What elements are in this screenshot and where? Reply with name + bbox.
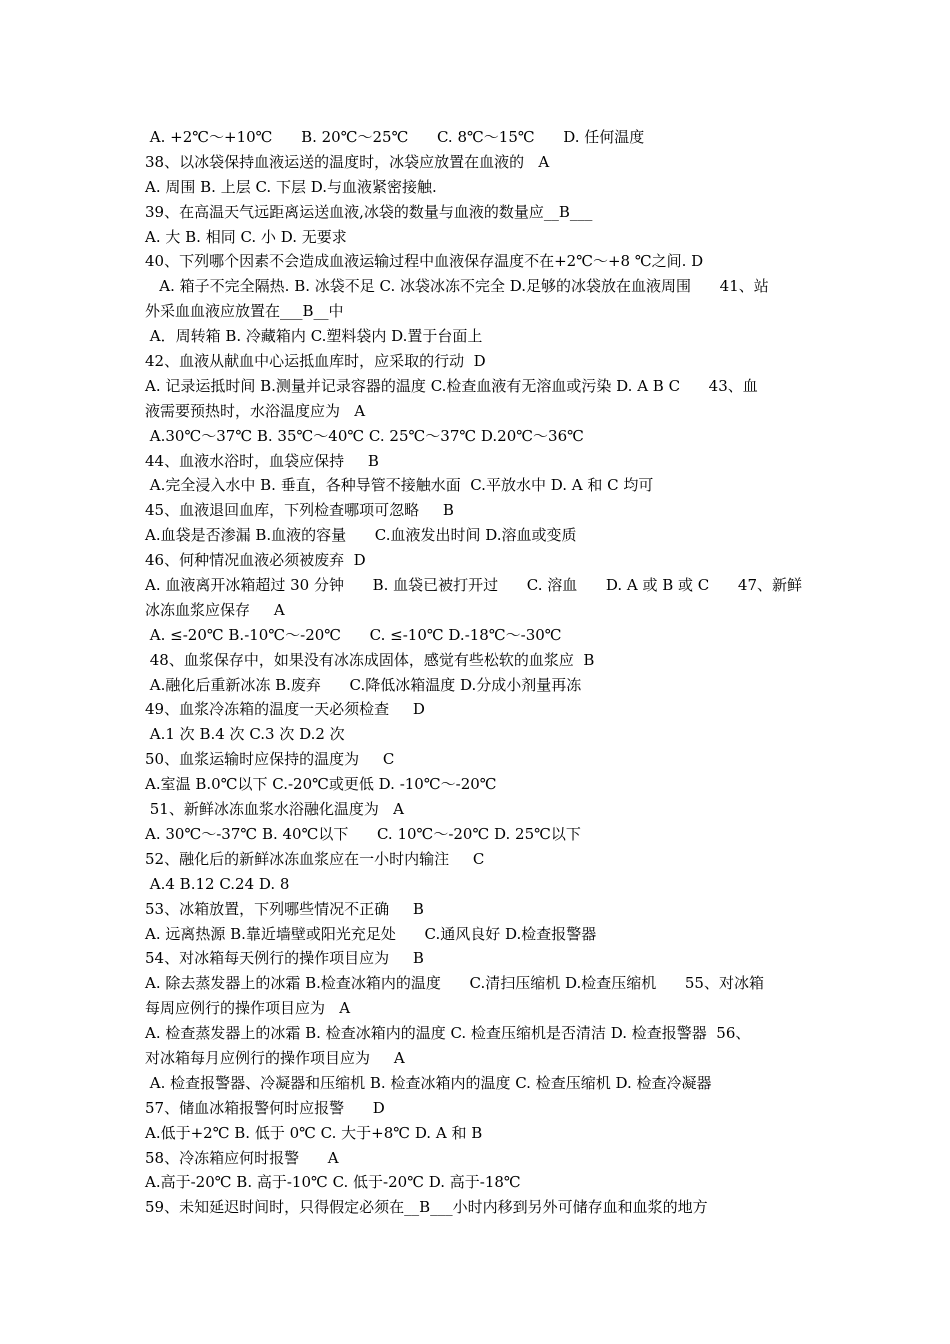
text-line: 外采血血液应放置在___B__中 xyxy=(145,302,344,321)
text-line: 42、血液从献血中心运抵血库时，应采取的行动 D xyxy=(145,352,486,371)
text-line: A. ≤-20℃ B.-10℃～-20℃ C. ≤-10℃ D.-18℃～-30℃ xyxy=(145,625,562,644)
text-line: A. 除去蒸发器上的冰霜 B.检查冰箱内的温度 C.清扫压缩机 D.检查压缩机 55、对冰箱 xyxy=(145,974,764,993)
text-line: A.血袋是否渗漏 B.血液的容量 C.血液发出时间 D.溶血或变质 xyxy=(145,526,577,545)
text-line: 39、在高温天气远距离运送血液,冰袋的数量与血液的数量应__B___ xyxy=(145,202,593,221)
text-line: A. 大 B. 相同 C. 小 D. 无要求 xyxy=(145,227,347,246)
text-line: A.高于-20℃ B. 高于-10℃ C. 低于-20℃ D. 高于-18℃ xyxy=(145,1173,521,1192)
text-line: 49、血浆冷冻箱的温度一天必须检查 D xyxy=(145,700,425,719)
text-line: A. 周围 B. 上层 C. 下层 D.与血液紧密接触. xyxy=(145,177,437,196)
text-line: 40、下列哪个因素不会造成血液运输过程中血液保存温度不在+2℃～+8 ℃之间. D xyxy=(145,252,704,271)
document-body xyxy=(145,125,815,1220)
text-line: A. 记录运抵时间 B.测量并记录容器的温度 C.检查血液有无溶血或污染 D. A B C 43、血 xyxy=(145,376,758,395)
text-line: A.30℃～37℃ B. 35℃～40℃ C. 25℃～37℃ D.20℃～36℃ xyxy=(145,426,584,445)
text-line: A. 血液离开冰箱超过 30 分钟 B. 血袋已被打开过 C. 溶血 D. A 或 B 或 C 47、新鲜 xyxy=(145,576,802,595)
text-line: 58、冷冻箱应何时报警 A xyxy=(145,1148,339,1167)
text-line: 冰冻血浆应保存 A xyxy=(145,600,285,619)
text-line: A. +2℃～+10℃ B. 20℃～25℃ C. 8℃～15℃ D. 任何温度 xyxy=(145,128,645,146)
text-line: 52、融化后的新鲜冰冻血浆应在一小时内输注 C xyxy=(145,849,485,868)
text-line: A. 箱子不完全隔热. B. 冰袋不足 C. 冰袋冰冻不完全 D.足够的冰袋放在血液周围 41、站 xyxy=(145,277,769,296)
text-line: A.低于+2℃ B. 低于 0℃ C. 大于+8℃ D. A 和 B xyxy=(145,1123,483,1142)
text-line: A.融化后重新冰冻 B.废弃 C.降低冰箱温度 D.分成小剂量再冻 xyxy=(145,675,582,694)
text-line: 38、以冰袋保持血液运送的温度时，冰袋应放置在血液的 A xyxy=(145,152,550,171)
text-line: 44、血液水浴时，血袋应保持 B xyxy=(145,451,379,470)
text-line: 59、未知延迟时间时，只得假定必须在__B___小时内移到另外可储存血和血浆的地方 xyxy=(145,1198,708,1217)
text-line: A.室温 B.0℃以下 C.-20℃或更低 D. -10℃～-20℃ xyxy=(145,775,497,794)
text-line: A.完全浸入水中 B. 垂直，各种导管不接触水面 C.平放水中 D. A 和 C 均可 xyxy=(145,476,654,495)
text-line: 液需要预热时，水浴温度应为 A xyxy=(145,401,366,420)
text-line: 51、新鲜冰冻血浆水浴融化温度为 A xyxy=(145,800,404,819)
text-line: A.4 B.12 C.24 D. 8 xyxy=(145,874,290,893)
text-line: 每周应例行的操作项目应为 A xyxy=(145,999,351,1018)
text-line: 54、对冰箱每天例行的操作项目应为 B xyxy=(145,949,424,968)
text-line: 48、血浆保存中，如果没有冰冻成固体，感觉有些松软的血浆应 B xyxy=(145,650,595,669)
text-line: A. 远离热源 B.靠近墙壁或阳光充足处 C.通风良好 D.检查报警器 xyxy=(145,924,597,943)
text-line: A. 检查蒸发器上的冰霜 B. 检查冰箱内的温度 C. 检查压缩机是否清洁 D. 检查报警器 56、 xyxy=(145,1024,751,1043)
text-line: 53、冰箱放置，下列哪些情况不正确 B xyxy=(145,899,424,918)
text-line: A．周转箱 B. 冷藏箱内 C.塑料袋内 D.置于台面上 xyxy=(145,327,483,346)
text-line: 45、血液退回血库，下列检查哪项可忽略 B xyxy=(145,501,454,520)
text-line: A. 检查报警器、冷凝器和压缩机 B. 检查冰箱内的温度 C. 检查压缩机 D. 检查冷凝器 xyxy=(145,1073,712,1092)
text-line: A.1 次 B.4 次 C.3 次 D.2 次 xyxy=(145,725,345,744)
text-line: 46、何种情况血液必须被废弃 D xyxy=(145,551,366,570)
text-line: 对冰箱每月应例行的操作项目应为 A xyxy=(145,1048,405,1067)
text-line: A. 30℃～-37℃ B. 40℃以下 C. 10℃～-20℃ D. 25℃以下 xyxy=(145,824,581,843)
text-line: 57、储血冰箱报警何时应报警 D xyxy=(145,1098,385,1117)
text-line: 50、血浆运输时应保持的温度为 C xyxy=(145,750,395,769)
